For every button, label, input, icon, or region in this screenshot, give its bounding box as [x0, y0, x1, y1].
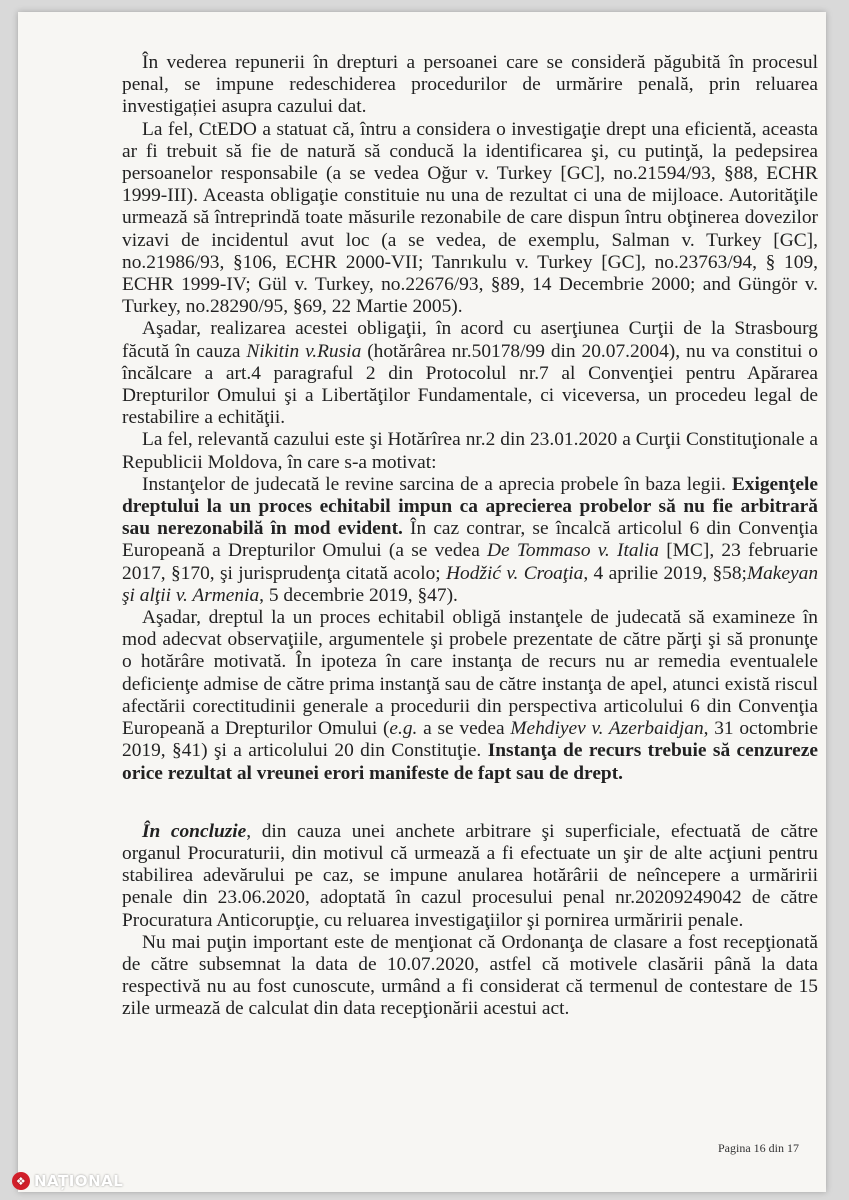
- bold-emphasis: Instanţa de recurs trebuie să cenzureze orice rezultat al vreunei erori manifeste de fapt sau de drept.: [122, 740, 819, 784]
- case-citation: De Tommaso v. Italia: [487, 540, 659, 562]
- paragraph-4: La fel, relevantă cazului este şi Hotărîrea nr.2 din 23.01.2020 a Curţii Constituţionale a Republicii Moldova, în care s-a motivat:: [122, 429, 818, 473]
- paragraph-3: Aşadar, realizarea acestei obligaţii, în acord cu aserţiunea Curţii de la Strasbourg făcută în cauza Nikitin v.Rusia (hotărârea nr.50178/99 din 20.07.2004), nu va constitui o încălcare a art.4 paragraful 2 din Protocolul nr.7 al Convenţiei pentru Apărarea Drepturilor Omului şi a Libertăţilor Fundamentale, ci viceversa, un procedeu legal de restabilire a echităţii.: [122, 318, 818, 429]
- page-number: Pagina 16 din 17: [718, 1141, 799, 1155]
- case-citation: Makeyan şi alţii v. Armenia: [122, 562, 819, 606]
- case-citation: Mehdiyev v. Azerbaidjan: [510, 718, 704, 740]
- conclusion-heading: În concluzie: [142, 820, 247, 842]
- paragraph-6: Aşadar, dreptul la un proces echitabil obligă instanţele de judecată să examineze în mod adecvat observaţiile, argumentele şi probele prezentate de către părţi şi să pronunţe o hotărâre motivată. În ipoteza în care instanţa de recurs nu ar remedia eventualele deficienţe admise de către prima instanţă sau de către instanţa de apel, atunci există riscul afectării corectitudinii generale a procedurii din perspectiva articolului 6 din Convenţia Europeană a Drepturilor Omului (e.g. a se vedea Mehdiyev v. Azerbaidjan, 31 octombrie 2019, §41) şi a articolului 20 din Constituţie. Instanţa de recurs trebuie să cenzureze orice rezultat al vreunei erori manifeste de fapt sau de drept.: [122, 607, 819, 784]
- ribbon-logo-icon: ❖: [12, 1172, 30, 1190]
- paragraph-8: Nu mai puţin important este de menţionat că Ordonanţa de clasare a fost recepţionată de către subsemnat la data de 10.07.2020, astfel că motivele clasării până la data respectivă nu au fost cunoscute, urmând a fi considerat că termenul de contestare de 15 zile urmează de calculat din data recepţionării acestui act.: [122, 931, 818, 1020]
- paragraph-7: În concluzie, din cauza unei anchete arbitrare şi superficiale, efectuată de către organul Procuraturii, din motivul că urmează a fi efectuate un şir de alte acţiuni pentru stabilirea adevărului pe caz, se impune anularea hotărârii de neîncepere a urmăririi penale din 23.06.2020, adoptată în cazul procesului penal nr.20209249042 de către Procuratura Anticorupţie, cu reluarea investigaţiilor şi pornirea urmăririi penale.: [122, 820, 818, 931]
- case-citation: Hodžić v. Croaţia: [446, 562, 584, 584]
- paragraph-2: La fel, CtEDO a statuat că, întru a considera o investigaţie drept una eficientă, aceasta ar fi trebuit să fie de natură să conducă la identificarea şi, cu putinţă, la pedepsirea persoanelor responsabile (a se vedea Oğur v. Turkey [GC], no.21594/93, §88, ECHR 1999-III). Aceasta obligaţie constituie nu una de rezultat ci una de mijloace. Autorităţile urmează să întreprindă toate măsurile rezonabile de care dispun întru obţinerea dovezilor vizavi de incidentul avut loc (a se vedea, de exemplu, Salman v. Turkey [GC], no.21986/93, §106, ECHR 2000-VII; Tanrıkulu v. Turkey [GC], no.23763/94, § 109, ECHR 1999-IV; Gül v. Turkey, no.22676/93, §89, 14 Decembrie 2000; and Güngör v. Turkey, no.28290/95, §69, 22 Martie 2005).: [122, 118, 818, 318]
- paragraph-1: În vederea repunerii în drepturi a persoanei care se consideră păgubită în procesul penal, se impune redeschiderea procedurilor de urmărire penală, prin reluarea investigației asupra cazului dat.: [122, 52, 818, 118]
- bold-emphasis: Exigenţele dreptului la un proces echitabil impun ca aprecierea probelor să nu fie arbitrară sau nerezonabilă în mod evident.: [122, 473, 818, 540]
- case-citation: Nikitin v.Rusia: [246, 340, 362, 362]
- document-page: [18, 12, 826, 1192]
- document-body: [122, 52, 818, 1021]
- paragraph-5: Instanţelor de judecată le revine sarcina de a aprecia probele în baza legii. Exigenţele dreptului la un proces echitabil impun ca aprecierea probelor să nu fie arbitrară sau nerezonabilă în mod evident. În caz contrar, se încalcă articolul 6 din Convenţia Europeană a Drepturilor Omului (a se vedea De Tommaso v. Italia [MC], 23 februarie 2017, §170, şi jurisprudenţa citată acolo; Hodžić v. Croaţia, 4 aprilie 2019, §58;Makeyan şi alţii v. Armenia, 5 decembrie 2019, §47).: [122, 473, 819, 606]
- watermark-text: NAȚIONAL: [34, 1172, 124, 1190]
- watermark: [12, 1172, 123, 1190]
